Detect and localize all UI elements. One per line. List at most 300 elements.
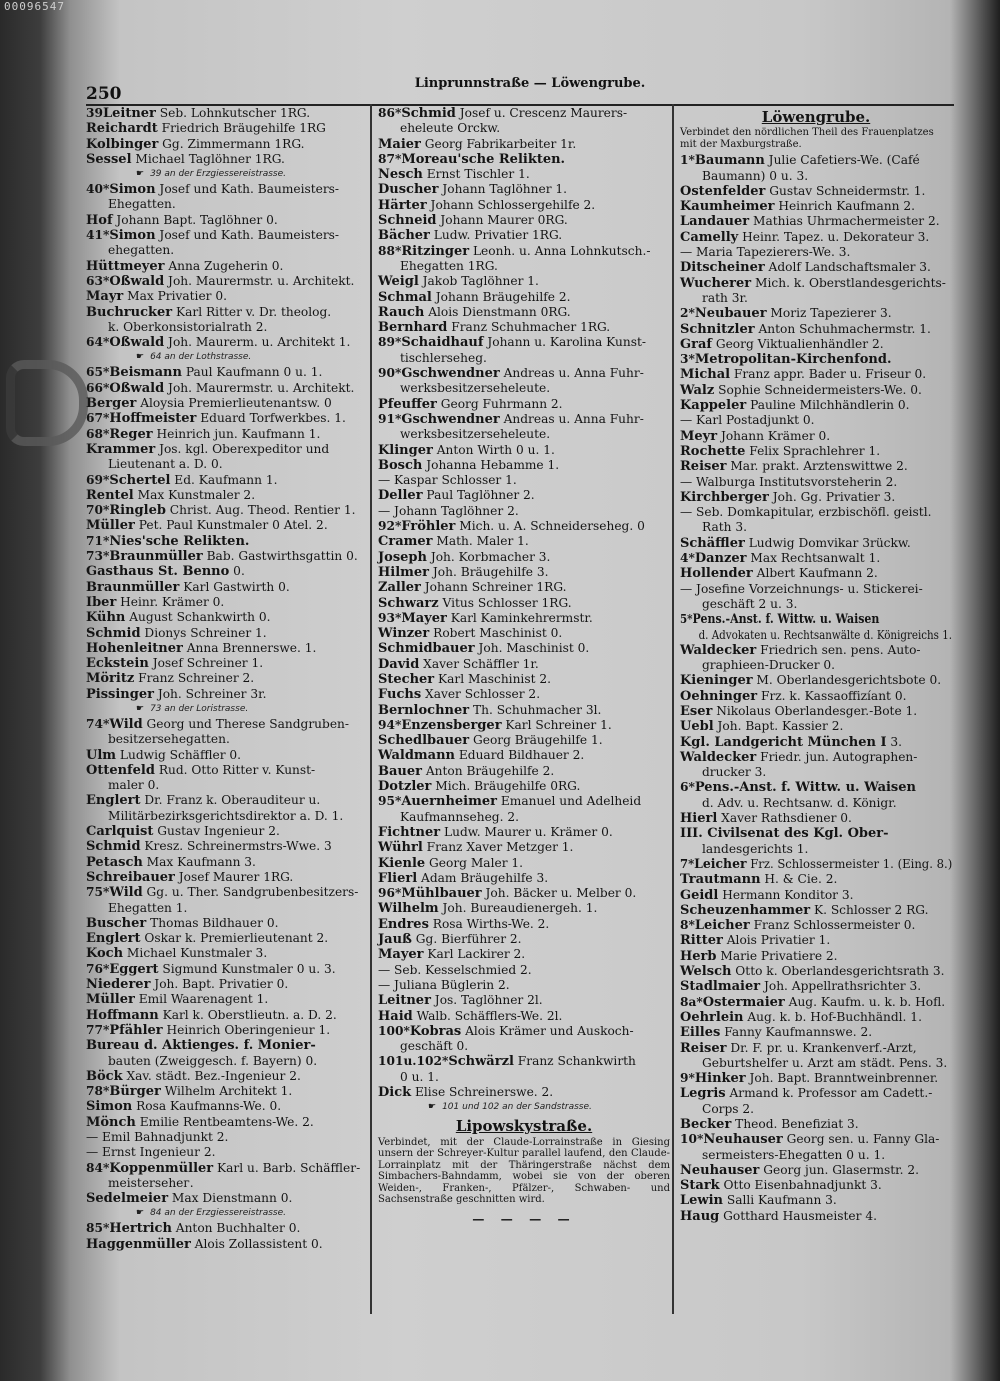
column-divider-2	[672, 104, 674, 1314]
resident-details: Johann Maurer 0RG.	[436, 213, 568, 228]
resident-name: Fröhler	[401, 519, 456, 535]
resident-details: — Maria Tapezierers-We. 3.	[680, 245, 851, 260]
directory-entry	[378, 611, 670, 626]
directory-entry	[86, 931, 368, 946]
resident-details: Georg Fuhrmann 2.	[436, 396, 563, 411]
street-heading: Lipowskystraße.	[455, 1117, 593, 1136]
directory-entry	[378, 901, 670, 916]
resident-name: Maier	[378, 136, 421, 152]
resident-details: Franz Schuhmacher 1RG.	[447, 320, 611, 335]
resident-name: Möritz	[86, 671, 135, 687]
entry-continuation: tischlerseheg.	[400, 350, 487, 365]
resident-details: Andreas u. Anna Fuhr-	[499, 411, 644, 426]
directory-entry	[680, 184, 952, 199]
resident-details: Julie Cafetiers-We. (Café	[764, 153, 920, 168]
directory-entry	[86, 946, 368, 961]
resident-details: Sigmund Kunstmaler 0 u. 3.	[158, 961, 336, 976]
resident-details: Ed. Kaufmann 1.	[170, 472, 278, 487]
directory-entry	[86, 1008, 368, 1023]
resident-name: Flierl	[378, 870, 418, 886]
resident-details: — Ernst Ingenieur 2.	[86, 1145, 216, 1160]
resident-details: Ludwig Schäffler 0.	[116, 747, 242, 762]
resident-details: Paul Taglöhner 2.	[422, 488, 535, 503]
resident-details: 3.	[886, 734, 903, 749]
resident-name: Mühlbauer	[401, 886, 482, 902]
resident-name: Müller	[86, 992, 135, 1008]
directory-entry	[378, 473, 670, 488]
directory-entry	[680, 260, 952, 275]
directory-entry	[86, 365, 368, 380]
directory-entry	[680, 1086, 952, 1117]
directory-entry	[680, 780, 952, 811]
directory-entry	[680, 1025, 952, 1040]
directory-entry	[378, 932, 670, 947]
resident-details: Gustav Ingenieur 2.	[153, 824, 280, 839]
resident-name: Leitner	[378, 993, 431, 1009]
resident-details: Georg jun. Glasermstr. 2.	[759, 1162, 920, 1177]
directory-entry	[378, 840, 670, 855]
resident-name: Petasch	[86, 854, 143, 870]
resident-details: — Johann Taglöhner 2.	[378, 503, 519, 518]
directory-entry	[680, 1193, 952, 1208]
resident-name: Oßwald	[109, 273, 165, 289]
directory-entry	[680, 673, 952, 688]
house-number: 5*	[680, 612, 693, 627]
directory-entry	[86, 411, 368, 426]
resident-details: K. Schlosser 2 RG.	[810, 902, 929, 917]
resident-details: Eduard Bildhauer 2.	[455, 748, 585, 763]
resident-name: Ostenfelder	[680, 183, 766, 199]
directory-entry	[86, 992, 368, 1007]
resident-name: Ottenfeld	[86, 762, 155, 778]
resident-details: Karl Schreiner 1.	[501, 717, 612, 732]
resident-details: Marie Privatiere 2.	[716, 948, 838, 963]
resident-details: Franz Schreiner 2.	[134, 671, 255, 686]
entry-continuation: d. Advokaten u. Rechtsanwälte d. Königreichs 1.	[698, 627, 953, 642]
resident-name: Kieninger	[680, 673, 753, 689]
house-number: 7*	[680, 856, 695, 871]
resident-name: Beismann	[109, 365, 182, 381]
resident-details: Josef Maurer 1RG.	[174, 869, 294, 884]
house-number: 90*	[378, 366, 402, 381]
resident-details: — Karl Postadjunkt 0.	[680, 413, 815, 428]
resident-name: Rochette	[680, 443, 746, 459]
directory-entry	[378, 1085, 670, 1100]
resident-details: — Kaspar Schlosser 1.	[378, 473, 517, 488]
resident-details: Oskar k. Premierlieutenant 2.	[140, 931, 329, 946]
resident-name: Ringleb	[109, 503, 166, 519]
house-number: 64*	[86, 335, 110, 350]
directory-entry	[378, 366, 670, 397]
directory-entry	[86, 152, 368, 167]
resident-details: Adolf Landschaftsmaler 3.	[764, 260, 931, 275]
entry-continuation: Kaufmannseheg. 2.	[400, 809, 519, 824]
directory-entry	[378, 504, 670, 519]
resident-details: — Walburga Institutsvorsteherin 2.	[680, 474, 898, 489]
entry-continuation: drucker 3.	[702, 765, 767, 780]
street-description: Verbindet, mit der Claude-Lorrainstraße in Giesing unsern der Schreyer-Kultur parallel laufend, den Claude-Lorrainplatz mit der Thäringerstraße nächst dem Simbachers-Bahndamm, wobei sie von der oberen Weiden-, Franken-, Pfälzer-, Schwaben- und Sachsenstraße geschnitten wird.	[378, 1136, 670, 1206]
resident-details: Ludw. Privatier 1RG.	[429, 228, 563, 243]
directory-entry	[86, 748, 368, 763]
resident-name: Bernhard	[378, 320, 448, 336]
directory-entry	[86, 977, 368, 992]
house-number: 70*	[86, 503, 110, 518]
resident-name: Neuhauser	[703, 1132, 783, 1148]
resident-details: Johann Schreiner 1RG.	[420, 580, 567, 595]
resident-name: Eggert	[109, 961, 159, 977]
resident-details: Xaver Schlosser 2.	[421, 687, 541, 702]
directory-entry	[680, 413, 952, 428]
resident-name: Wild	[109, 885, 143, 901]
directory-entry	[378, 550, 670, 565]
directory-entry	[378, 733, 670, 748]
resident-name: Becker	[680, 1117, 732, 1132]
resident-name: Graf	[680, 336, 712, 352]
house-number: 2*	[680, 306, 695, 321]
directory-entry	[378, 1009, 670, 1024]
street-note-text: 101 und 102 an der Sandstrasse.	[442, 1102, 592, 1113]
resident-details: Rosa Kaufmanns-We. 0.	[132, 1099, 282, 1114]
resident-name: Berger	[86, 396, 137, 412]
resident-details: Ludw. Maurer u. Krämer 0.	[440, 824, 613, 839]
resident-details: Anna Zugeherin 0.	[164, 258, 284, 273]
directory-entry	[378, 748, 670, 763]
resident-name: Oehninger	[680, 688, 758, 704]
resident-name: Fichtner	[378, 824, 441, 840]
directory-entry	[378, 825, 670, 840]
house-number: 94*	[378, 717, 402, 732]
resident-name: Winzer	[378, 626, 430, 642]
entry-continuation: eheleute Orckw.	[400, 121, 501, 136]
directory-entry	[86, 610, 368, 625]
resident-name: Oßwald	[109, 380, 165, 396]
directory-entry	[378, 993, 670, 1008]
directory-entry	[86, 488, 368, 503]
resident-name: Kobras	[409, 1023, 462, 1039]
resident-name: Schmal	[378, 289, 432, 305]
resident-details: Elise Schreinerswe. 2.	[411, 1085, 554, 1099]
resident-name: III. Civilsenat des Kgl. Ober-	[680, 826, 889, 842]
resident-details: Anton Wirth 0 u. 1.	[432, 442, 555, 457]
resident-name: Fuchs	[378, 687, 422, 703]
resident-details: Josef Schreiner 1.	[148, 656, 264, 671]
directory-entry	[86, 1069, 368, 1084]
resident-details: Aug. Kaufm. u. k. b. Hofl.	[784, 994, 946, 1009]
resident-details: H. & Cie. 2.	[760, 872, 838, 887]
resident-name: Gschwendner	[401, 411, 500, 427]
resident-name: Legris	[680, 1086, 726, 1102]
resident-name: Haggenmüller	[86, 1236, 191, 1252]
resident-details: Jakob Taglöhner 1.	[418, 274, 539, 289]
resident-name: Eckstein	[86, 656, 149, 672]
resident-name: Bürger	[109, 1084, 161, 1100]
resident-details: Johann Bräugehilfe 2.	[431, 289, 571, 304]
resident-details: Johann Schlossergehilfe 2.	[426, 197, 596, 212]
resident-name: Waldecker	[680, 749, 757, 765]
resident-name: Schreibauer	[86, 869, 175, 885]
directory-entry	[86, 259, 368, 274]
directory-entry	[378, 534, 670, 549]
resident-details: Kresz. Schreinermstrs-Wwe. 3	[140, 839, 332, 854]
resident-details: Joh. Bapt. Branntweinbrenner.	[745, 1071, 939, 1086]
resident-details: Joh. Bureaudienergeh. 1.	[438, 901, 598, 916]
resident-name: Michal	[680, 367, 731, 383]
resident-name: Koch	[86, 946, 124, 962]
directory-entry	[378, 228, 670, 243]
directory-entry	[86, 1145, 368, 1160]
resident-name: Landauer	[680, 214, 750, 230]
resident-name: Krammer	[86, 441, 156, 457]
resident-details: Pauline Milchhändlerin 0.	[746, 398, 910, 413]
resident-name: Dick	[378, 1085, 412, 1100]
house-number: 65*	[86, 365, 110, 380]
resident-name: Neubauer	[694, 306, 767, 322]
resident-details: Vitus Schlosser 1RG.	[438, 595, 572, 610]
directory-entry	[86, 687, 368, 702]
directory-entry	[86, 855, 368, 870]
street-note	[378, 1100, 670, 1115]
directory-entry	[86, 335, 368, 350]
directory-entry	[680, 367, 952, 382]
resident-details: Rud. Otto Ritter v. Kunst-	[154, 762, 316, 777]
directory-entry	[680, 1132, 952, 1163]
directory-entry	[680, 811, 952, 826]
directory-entry	[86, 1161, 368, 1192]
resident-details: Max Kaufmann 3.	[142, 854, 256, 869]
resident-details: Alois Zollassistent 0.	[190, 1236, 323, 1251]
directory-entry	[86, 549, 368, 564]
resident-name: Pens.-Anst. f. Wittw. u. Waisen	[692, 612, 880, 628]
resident-details: Joh. Bapt. Kassier 2.	[713, 719, 844, 734]
house-number: 39	[86, 106, 103, 120]
resident-details: Walb. Schäfflers-We. 2l.	[412, 1008, 563, 1023]
house-number: 40*	[86, 182, 110, 197]
resident-details: Gg. Zimmermann 1RG.	[158, 136, 305, 151]
resident-name: Wührl	[378, 840, 423, 856]
resident-details: Eduard Torfwerkbes. 1.	[196, 411, 346, 426]
resident-details: Karl u. Barb. Schäffler-	[213, 1160, 361, 1175]
directory-entry	[86, 1084, 368, 1099]
directory-entry	[378, 1054, 670, 1085]
resident-name: Schmid	[86, 839, 141, 855]
resident-name: Ritzinger	[401, 243, 470, 259]
directory-entry	[378, 580, 670, 595]
house-number: 87*	[378, 151, 402, 166]
resident-name: Pfeuffer	[378, 396, 437, 412]
resident-details: Joh. Korbmacher 3.	[426, 549, 551, 564]
paper-clip-shadow	[6, 360, 88, 446]
resident-name: Simon	[109, 182, 156, 198]
resident-details: Moriz Tapezierer 3.	[766, 306, 892, 321]
entry-continuation: besitzersehegatten.	[108, 732, 230, 747]
resident-details: Georg Maler 1.	[425, 855, 524, 870]
resident-details: Heinrich jun. Kaufmann 1.	[152, 426, 321, 441]
directory-entry	[378, 596, 670, 611]
directory-entry	[378, 458, 670, 473]
resident-name: Sessel	[86, 151, 132, 167]
resident-details: Xaver Schäffler 1r.	[419, 656, 539, 671]
resident-name: Ditscheiner	[680, 260, 765, 276]
resident-name: Hoffmann	[86, 1007, 159, 1023]
directory-entry	[680, 826, 952, 857]
entry-continuation: bauten (Zweiggesch. f. Bayern) 0.	[108, 1053, 318, 1068]
resident-details: Jos. kgl. Oberexpeditor und	[155, 441, 330, 456]
house-number: 67*	[86, 411, 110, 426]
directory-entry	[86, 305, 368, 336]
directory-entry	[680, 1041, 952, 1072]
directory-entry	[86, 580, 368, 595]
resident-details: Karl Maschinist 2.	[434, 671, 551, 686]
street-note-text: 73 an der Loristrasse.	[150, 703, 249, 714]
directory-entry	[86, 442, 368, 473]
directory-entry	[86, 839, 368, 854]
resident-details: Dr. Franz k. Oberauditeur u.	[140, 793, 321, 808]
resident-name: Haid	[378, 1008, 413, 1024]
directory-entry	[680, 1071, 952, 1086]
house-number: 88*	[378, 243, 402, 258]
resident-details: Georg Viktualienhändler 2.	[711, 336, 884, 351]
street-description: Verbindet den nördlichen Theil des Frauenplatzes mit der Maxburgstraße.	[680, 127, 934, 150]
resident-details: Rosa Wirths-We. 2.	[428, 916, 550, 931]
directory-entry	[378, 963, 670, 978]
resident-details: Johann u. Karolina Kunst-	[483, 335, 646, 350]
directory-entry	[378, 871, 670, 886]
directory-entry	[378, 657, 670, 672]
resident-name: Gschwendner	[401, 366, 500, 382]
directory-entry	[378, 335, 670, 366]
resident-details: Georg Fabrikarbeiter 1r.	[420, 136, 577, 151]
resident-details: August Schankwirth 0.	[125, 610, 271, 625]
resident-name: Hilmer	[378, 564, 430, 580]
resident-details: Georg und Therese Sandgruben-	[142, 716, 350, 731]
directory-entry	[86, 121, 368, 136]
resident-name: Oßwald	[109, 335, 165, 351]
resident-name: Ostermaier	[702, 994, 785, 1010]
directory-entry	[378, 917, 670, 932]
resident-name: Rauch	[378, 304, 425, 320]
resident-details: Robert Maschinist 0.	[429, 626, 563, 641]
directory-entry	[378, 641, 670, 656]
resident-name: Müller	[86, 518, 135, 534]
resident-name: Koppenmüller	[109, 1160, 214, 1176]
resident-details: Jos. Taglöhner 2l.	[430, 993, 543, 1008]
directory-entry	[378, 703, 670, 718]
resident-details: Karl Gastwirth 0.	[179, 579, 290, 594]
house-number: 8a*	[680, 994, 703, 1009]
resident-details: Franz Schankwirth	[513, 1054, 636, 1069]
resident-name: Deller	[378, 488, 423, 504]
entry-continuation: Ehegatten 1.	[108, 900, 188, 915]
resident-name: Kolbinger	[86, 136, 159, 152]
resident-name: Jauß	[378, 932, 412, 948]
resident-details: Alois Dienstmann 0RG.	[424, 304, 571, 319]
resident-details: Otto k. Oberlandesgerichtsrath 3.	[731, 964, 945, 979]
house-number: 8*	[680, 918, 695, 933]
resident-name: Lewin	[680, 1193, 723, 1209]
directory-entry	[378, 397, 670, 412]
house-number: 41*	[86, 228, 110, 243]
resident-details: Aloysia Premierlieutenantsw. 0	[136, 396, 332, 411]
resident-name: Meyr	[680, 428, 718, 444]
house-number: 71*	[86, 533, 110, 548]
directory-entry	[86, 213, 368, 228]
resident-name: Geidl	[680, 887, 719, 903]
resident-details: Mich. u. A. Schneiderseheg. 0	[455, 519, 645, 534]
resident-name: Stecher	[378, 671, 435, 687]
entry-continuation: Corps 2.	[702, 1101, 755, 1116]
resident-name: Auernheimer	[401, 794, 497, 810]
resident-name: Wucherer	[680, 275, 752, 291]
resident-name: Schertel	[109, 472, 171, 488]
directory-entry	[378, 198, 670, 213]
house-number: 93*	[378, 610, 402, 625]
resident-name: Braunmüller	[86, 579, 180, 595]
resident-name: Schmidbauer	[378, 641, 475, 657]
directory-entry	[86, 793, 368, 824]
resident-name: Schwarz	[378, 595, 439, 611]
house-number: 69*	[86, 472, 110, 487]
resident-name: Hohenleitner	[86, 640, 183, 656]
directory-entry	[86, 671, 368, 686]
house-number: 84*	[86, 1160, 110, 1175]
directory-entry	[86, 427, 368, 442]
resident-details: Franz appr. Bader u. Friseur 0.	[730, 367, 927, 382]
resident-details: Joh. Maurermstr. u. Architekt.	[164, 380, 355, 395]
street-note-text: 64 an der Lothstrasse.	[150, 352, 252, 363]
entry-continuation: geschäft 2 u. 3.	[702, 596, 798, 611]
directory-entry	[378, 488, 670, 503]
directory-entry	[378, 305, 670, 320]
pointing-hand-icon: ☛	[428, 1102, 437, 1113]
directory-entry	[680, 903, 952, 918]
directory-entry	[680, 444, 952, 459]
resident-name: Welsch	[680, 964, 732, 980]
resident-details: Karl Lackirer 2.	[423, 947, 526, 962]
resident-details: Otto Eisenbahnadjunkt 3.	[719, 1178, 882, 1193]
resident-details: Michael Kunstmaler 3.	[123, 946, 268, 961]
resident-details: Adam Bräugehilfe 3.	[417, 870, 549, 885]
resident-details: Mathias Uhrmachermeister 2.	[749, 214, 940, 229]
directory-entry	[378, 779, 670, 794]
resident-name: Sedelmeier	[86, 1191, 169, 1207]
resident-details: Heinr. Tapez. u. Dekorateur 3.	[738, 229, 930, 244]
directory-entry	[86, 564, 368, 579]
house-number: 73*	[86, 549, 110, 564]
resident-details: — Seb. Domkapitular, erzbischöfl. geistl.	[680, 505, 932, 520]
resident-details: Emilie Rentbeamtens-We. 2.	[135, 1114, 314, 1129]
house-number: 92*	[378, 519, 402, 534]
resident-name: Wilhelm	[378, 901, 439, 917]
resident-name: Trautmann	[680, 872, 761, 888]
resident-name: Baumann	[694, 153, 765, 169]
resident-details: Franz Schlossermeister 0.	[749, 918, 916, 933]
resident-details: Ernst Tischler 1.	[422, 167, 530, 182]
resident-details: Johann Taglöhner 1.	[438, 182, 568, 197]
resident-details: 0.	[229, 564, 245, 579]
directory-entry	[378, 244, 670, 275]
directory-entry	[680, 398, 952, 413]
house-number: 4*	[680, 551, 695, 566]
resident-details: Salli Kaufmann 3.	[723, 1193, 837, 1208]
directory-entry	[378, 443, 670, 458]
resident-name: Böck	[86, 1068, 123, 1084]
resident-details: — Emil Bahnadjunkt 2.	[86, 1130, 229, 1144]
house-number: 66*	[86, 380, 110, 395]
resident-details: Christ. Aug. Theod. Rentier 1.	[165, 503, 356, 518]
directory-entry	[680, 964, 952, 979]
directory-entry	[378, 886, 670, 901]
resident-details: Anton Bräugehilfe 2.	[421, 763, 555, 778]
